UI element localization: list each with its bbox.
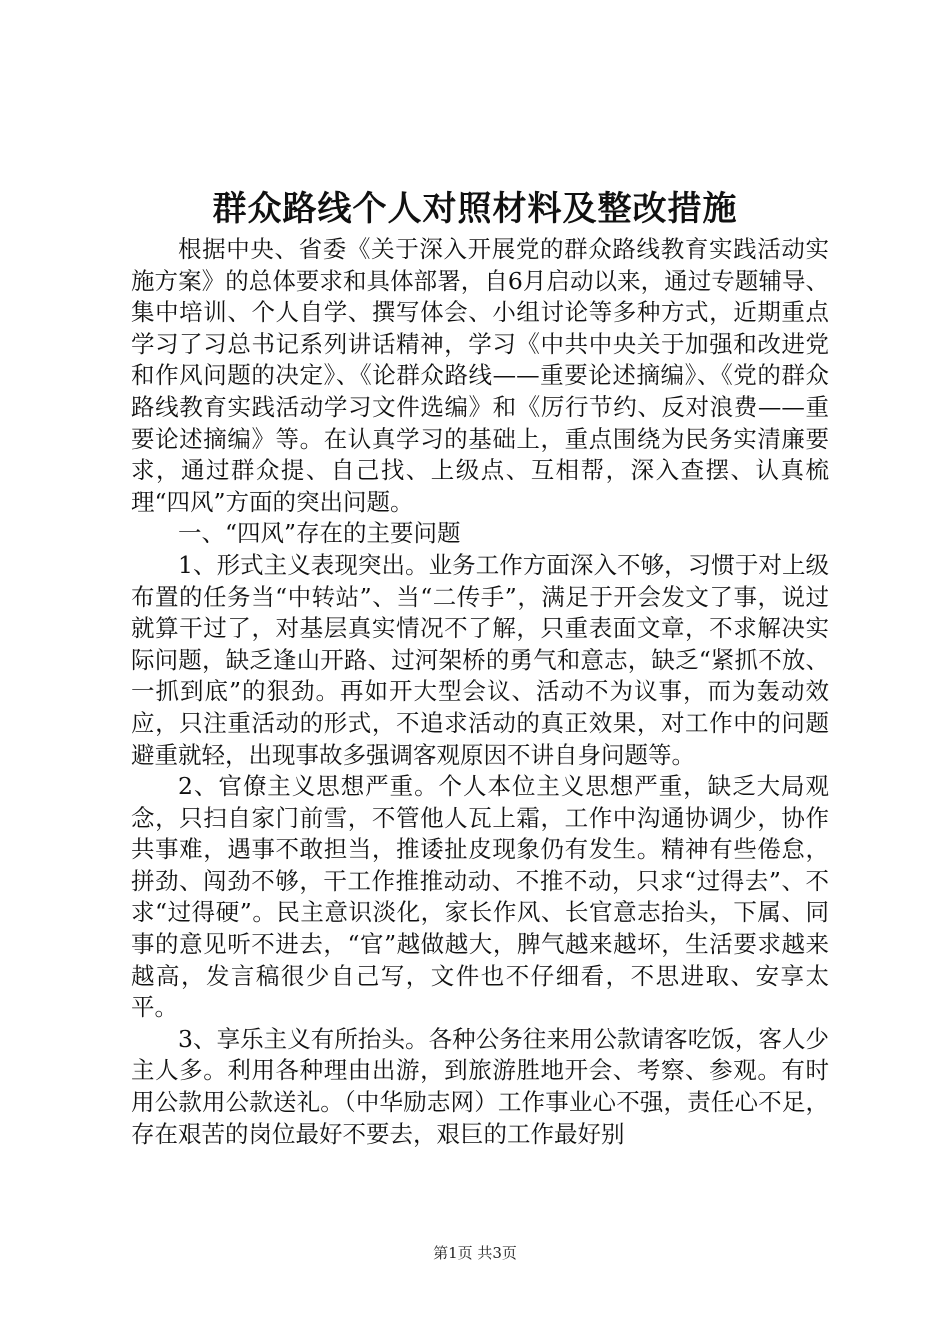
document-body — [131, 234, 829, 1150]
problem-paragraph-hedonism: 3、享乐主义有所抬头。各种公务往来用公款请客吃饭，客人少主人多。利用各种理由出游，到旅游胜地开会、考察、参观。有时用公款用公款送礼。（中华励志网）工作事业心不强，责任心不足，存在艰苦的岗位最好不要去，艰巨的工作最好别 — [131, 1024, 829, 1148]
intro-paragraph: 根据中央、省委《关于深入开展党的群众路线教育实践活动实施方案》的总体要求和具体部署，自6月启动以来，通过专题辅导、集中培训、个人自学、撰写体会、小组讨论等多种方式，近期重点学习了习总书记系列讲话精神，学习《中共中央关于加强和改进党和作风问题的决定》、《论群众路线——重要论述摘编》、《党的群众路线教育实践活动学习文件选编》和《厉行节约、反对浪费——重要论述摘编》等。在认真学习的基础上，重点围绕为民务实清廉要求，通过群众提、自己找、上级点、互相帮，深入查摆、认真梳理“四风”方面的突出问题。 — [131, 235, 829, 516]
problem-paragraph-bureaucracy: 2、官僚主义思想严重。个人本位主义思想严重，缺乏大局观念，只扫自家门前雪，不管他人瓦上霜，工作中沟通协调少，协作共事难，遇事不敢担当，推诿扯皮现象仍有发生。精神有些倦怠，拼劲、闯劲不够，干工作推推动动、不推不动，只求“过得去”、不求“过得硬”。民主意识淡化，家长作风、长官意志抬头，下属、同事的意见听不进去，“官”越做越大，脾气越来越坏，生活要求越来越高，发言稿很少自己写，文件也不仔细看，不思进取、安享太平。 — [131, 772, 829, 1022]
document-title: 群众路线个人对照材料及整改措施 — [212, 189, 738, 229]
section-heading: 一、“四风”存在的主要问题 — [178, 519, 461, 548]
problem-paragraph-formalism: 1、形式主义表现突出。业务工作方面深入不够，习惯于对上级布置的任务当“中转站”、当“二传手”，满足于开会发文了事，说过就算干过了，对基层真实情况不了解，只重表面文章，不求解决实际问题，缺乏逢山开路、过河架桥的勇气和意志，缺乏“紧抓不放、一抓到底”的狠劲。再如开大型会议、活动不为议事，而为轰动效应，只注重活动的形式，不追求活动的真正效果，对工作中的问题避重就轻，出现事故多强调客观原因不讲自身问题等。 — [131, 550, 829, 769]
page-number-footer: 第1页 共3页 — [433, 1244, 517, 1262]
